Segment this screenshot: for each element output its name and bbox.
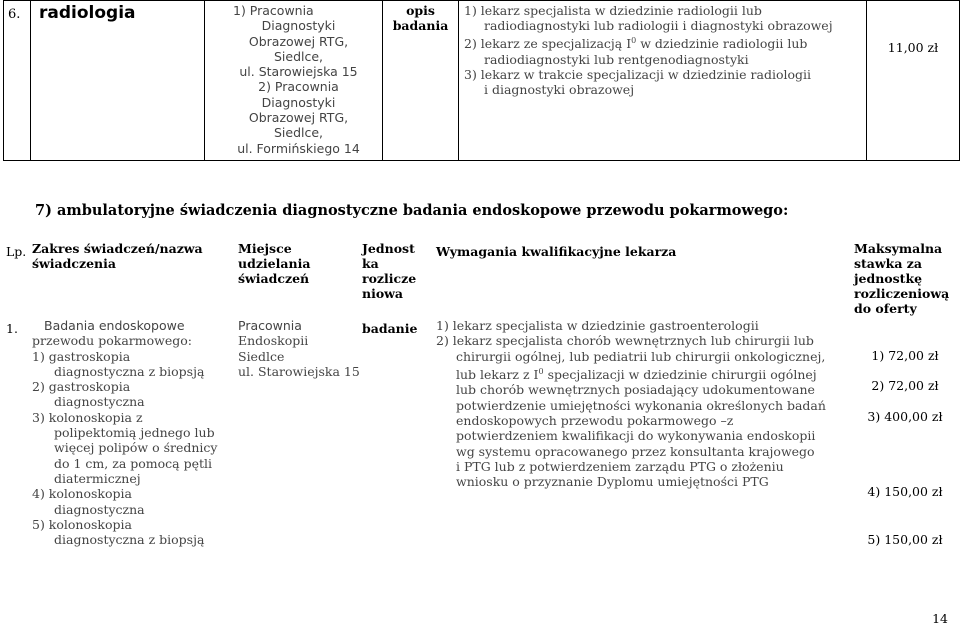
header-req: Wymagania kwalifikacyjne lekarza: [436, 244, 677, 259]
endoscopy-table: [0, 237, 960, 636]
header-lp: Lp.: [6, 244, 27, 259]
page-number: 14: [932, 611, 948, 626]
row6-unit: opis badania: [383, 1, 459, 161]
row1-requirements: 1) lekarz specjalista w dziedzinie gastroenterologii 2) lekarz specjalista chorób wewnętrznych lub chirurgii lub chirurgii ogólnej, lub pediatrii lub chirurgii onkologicznej, lub lekarz z $I^0$ specjalizacji w dziedzinie chirurgii ogólnej lub chorób wewnętrznych posiadający udokumentowane potwierdzenie umiejętności wykonania określonych badań endoskopowych przewodu pokarmowego –z potwierdzeniem kwalifikacji do wykonywania endoskopii wg systemu opracowanego przez konsultanta krajowego i PTG lub z potwierdzeniem zarządu PTG o złożeniu wniosku o przyznanie Dyplomu umiejętności PTG: [436, 318, 826, 490]
header-name: Zakres świadczeń/nazwa świadczenia: [32, 241, 203, 271]
row1-lp: 1.: [6, 321, 18, 336]
row1-unit: badanie: [362, 321, 418, 336]
radiology-table: [3, 0, 960, 161]
header-price: Maksymalna stawka za jednostkę rozliczeniową do oferty: [854, 241, 950, 316]
row1-name: Badania endoskopowe przewodu pokarmowego: 1) gastroskopia diagnostyczna z biopsją 2) gastroskopia diagnostyczna 3) kolonoskopia z polipektomią jednego lub więcej polipów o średnicy do 1 cm, za pomocą pętli diatermicznej 4) kolonoskopia diagnostyczna 5) kolonoskopia diagnostyczna z biopsją: [32, 318, 218, 548]
header-place: Miejsce udzielania świadczeń: [238, 241, 311, 286]
row1-place: Pracownia Endoskopii Siedlce ul. Starowiejska 15: [238, 318, 360, 379]
row6-lp: 6.: [4, 1, 31, 161]
row6-name: radiologia: [31, 1, 205, 161]
header-unit: Jednost ka rozlicze niowa: [362, 241, 417, 301]
row1-prices: 1) 72,00 zł 2) 72,00 zł 3) 400,00 zł 4) 150,00 zł 5) 150,00 zł: [867, 348, 943, 547]
row6-requirements: 1) lekarz specjalista w dziedzinie radiologii lub radiodiagnostyki lub radiologii i diagnostyki obrazowej 2) lekarz ze specjalizacją $I^0$ w dziedzinie radiologii lub radiodiagnostyki lub rentgenodiagnostyki 3) lekarz w trakcie specjalizacji w dziedzinie radiologii i diagnostyki obrazowej: [459, 1, 867, 161]
section-title: 7) ambulatoryjne świadczenia diagnostyczne badania endoskopowe przewodu pokarmowego:: [35, 202, 789, 219]
row6-places: 1) Pracownia Diagnostyki Obrazowej RTG, Siedlce, ul. Starowiejska 15 2) Pracownia Diagnostyki Obrazowej RTG, Siedlce, ul. Formińskiego 14: [205, 1, 383, 161]
row6-price: 11,00 zł: [867, 1, 960, 161]
